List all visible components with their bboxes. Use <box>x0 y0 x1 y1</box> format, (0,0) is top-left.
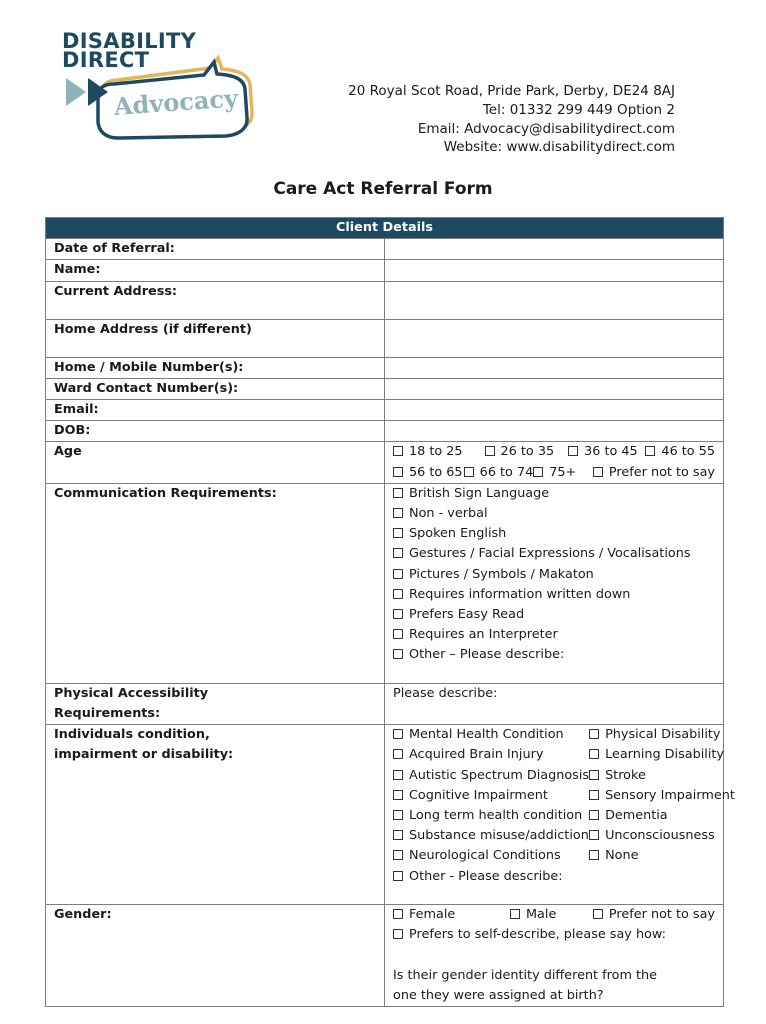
checkbox-icon <box>568 446 578 456</box>
condition-option[interactable]: Cognitive Impairment <box>393 786 589 806</box>
communication-option[interactable]: Requires an Interpreter <box>393 625 715 645</box>
age-option[interactable]: Prefer not to say <box>593 463 715 483</box>
logo-text-advocacy: Advocacy <box>112 83 239 121</box>
checkbox-icon <box>393 629 403 639</box>
contact-telephone: Tel: 01332 299 449 Option 2 <box>482 101 675 118</box>
condition-option[interactable]: Physical Disability <box>589 725 735 745</box>
label-current-address: Current Address: <box>46 281 385 319</box>
communication-option[interactable]: Non - verbal <box>393 504 715 524</box>
condition-option[interactable]: Learning Disability <box>589 745 735 765</box>
section-header-client-details: Client Details <box>46 218 724 239</box>
condition-option[interactable]: Autistic Spectrum Diagnosis <box>393 766 589 786</box>
checkbox-icon <box>485 446 495 456</box>
field-home-address[interactable] <box>385 319 724 357</box>
contact-website: Website: www.disabilitydirect.com <box>443 139 675 156</box>
contact-email: Email: Advocacy@disabilitydirect.com <box>417 120 675 137</box>
checkbox-icon <box>593 909 603 919</box>
condition-options <box>385 725 735 905</box>
communication-option[interactable]: Spoken English <box>393 524 715 544</box>
form-title: Care Act Referral Form <box>273 179 493 199</box>
condition-option[interactable]: Sensory Impairment <box>589 786 735 806</box>
condition-option[interactable]: Acquired Brain Injury <box>393 745 589 765</box>
checkbox-icon <box>589 850 599 860</box>
checkbox-icon <box>393 467 403 477</box>
contact-details <box>348 82 675 157</box>
checkbox-icon <box>393 488 403 498</box>
checkbox-icon <box>393 929 403 939</box>
communication-options <box>385 483 724 683</box>
label-communication-requirements: Communication Requirements: <box>46 483 385 683</box>
checkbox-icon <box>393 770 403 780</box>
communication-option[interactable]: British Sign Language <box>393 484 715 504</box>
checkbox-icon <box>589 729 599 739</box>
gender-self-describe-option[interactable]: Prefers to self-describe, please say how: <box>393 925 715 945</box>
label-gender: Gender: <box>46 905 385 1007</box>
field-ward-contact-number[interactable] <box>385 378 724 399</box>
age-option[interactable]: 46 to 55 <box>645 442 715 462</box>
checkbox-icon <box>393 850 403 860</box>
gender-identity-question: Is their gender identity different from the one they were assigned at birth? <box>393 967 657 1003</box>
field-name[interactable] <box>385 260 724 281</box>
checkbox-icon <box>645 446 655 456</box>
condition-option[interactable]: Unconsciousness <box>589 826 735 846</box>
field-current-address[interactable] <box>385 281 724 319</box>
checkbox-icon <box>393 609 403 619</box>
checkbox-icon <box>393 871 403 881</box>
label-home-address: Home Address (if different) <box>46 319 385 357</box>
condition-option[interactable]: Mental Health Condition <box>393 725 589 745</box>
condition-option[interactable]: Substance misuse/addiction <box>393 826 589 846</box>
age-option[interactable]: 26 to 35 <box>485 442 569 462</box>
age-options <box>385 442 724 483</box>
communication-option[interactable]: Other – Please describe: <box>393 645 715 665</box>
gender-option[interactable]: Male <box>510 905 593 925</box>
field-date-of-referral[interactable] <box>385 239 724 260</box>
condition-option[interactable]: Stroke <box>589 766 735 786</box>
age-option[interactable]: 75+ <box>533 463 593 483</box>
checkbox-icon <box>393 830 403 840</box>
checkbox-icon <box>464 467 474 477</box>
label-condition-impairment-disability: Individuals condition, impairment or disability: <box>46 725 385 905</box>
age-option[interactable]: 56 to 65 <box>393 463 464 483</box>
checkbox-icon <box>589 749 599 759</box>
checkbox-icon <box>533 467 543 477</box>
label-email: Email: <box>46 400 385 421</box>
communication-option[interactable]: Pictures / Symbols / Makaton <box>393 565 715 585</box>
communication-option[interactable]: Gestures / Facial Expressions / Vocalisations <box>393 544 715 564</box>
checkbox-icon <box>510 909 520 919</box>
checkbox-icon <box>393 569 403 579</box>
checkbox-icon <box>593 467 603 477</box>
checkbox-icon <box>393 589 403 599</box>
physical-accessibility-prompt: Please describe: <box>393 685 498 701</box>
field-email[interactable] <box>385 400 724 421</box>
gender-option[interactable]: Female <box>393 905 510 925</box>
logo-text-disability: DISABILITY <box>62 29 197 53</box>
field-home-mobile-number[interactable] <box>385 357 724 378</box>
condition-option[interactable]: Long term health condition <box>393 806 589 826</box>
condition-option[interactable]: Dementia <box>589 806 735 826</box>
checkbox-icon <box>589 770 599 780</box>
checkbox-icon <box>393 446 403 456</box>
condition-option[interactable]: Other - Please describe: <box>393 867 589 887</box>
label-name: Name: <box>46 260 385 281</box>
communication-option[interactable]: Requires information written down <box>393 585 715 605</box>
communication-option[interactable]: Prefers Easy Read <box>393 605 715 625</box>
checkbox-icon <box>589 810 599 820</box>
contact-address: 20 Royal Scot Road, Pride Park, Derby, DE24 8AJ <box>348 83 675 99</box>
organisation-logo <box>62 28 262 143</box>
field-physical-accessibility[interactable] <box>385 683 724 724</box>
checkbox-icon <box>393 649 403 659</box>
checkbox-icon <box>589 790 599 800</box>
checkbox-icon <box>589 830 599 840</box>
field-dob[interactable] <box>385 421 724 442</box>
label-dob: DOB: <box>46 421 385 442</box>
checkbox-icon <box>393 548 403 558</box>
label-date-of-referral: Date of Referral: <box>46 239 385 260</box>
checkbox-icon <box>393 528 403 538</box>
checkbox-icon <box>393 729 403 739</box>
age-option[interactable]: 36 to 45 <box>568 442 645 462</box>
checkbox-icon <box>393 909 403 919</box>
condition-option[interactable]: None <box>589 846 735 866</box>
logo-text-direct: DIRECT <box>62 48 150 72</box>
age-option[interactable]: 66 to 74 <box>464 463 534 483</box>
client-details-table <box>45 217 735 1007</box>
label-age: Age <box>46 442 385 483</box>
label-home-mobile-number: Home / Mobile Number(s): <box>46 357 385 378</box>
checkbox-icon <box>393 508 403 518</box>
checkbox-icon <box>393 790 403 800</box>
condition-option[interactable]: Neurological Conditions <box>393 846 589 866</box>
label-physical-accessibility: Physical Accessibility Requirements: <box>46 683 385 724</box>
checkbox-icon <box>393 749 403 759</box>
checkbox-icon <box>393 810 403 820</box>
gender-option[interactable]: Prefer not to say <box>593 905 715 925</box>
age-option[interactable]: 18 to 25 <box>393 442 485 462</box>
gender-options <box>385 905 724 1007</box>
label-ward-contact-number: Ward Contact Number(s): <box>46 378 385 399</box>
